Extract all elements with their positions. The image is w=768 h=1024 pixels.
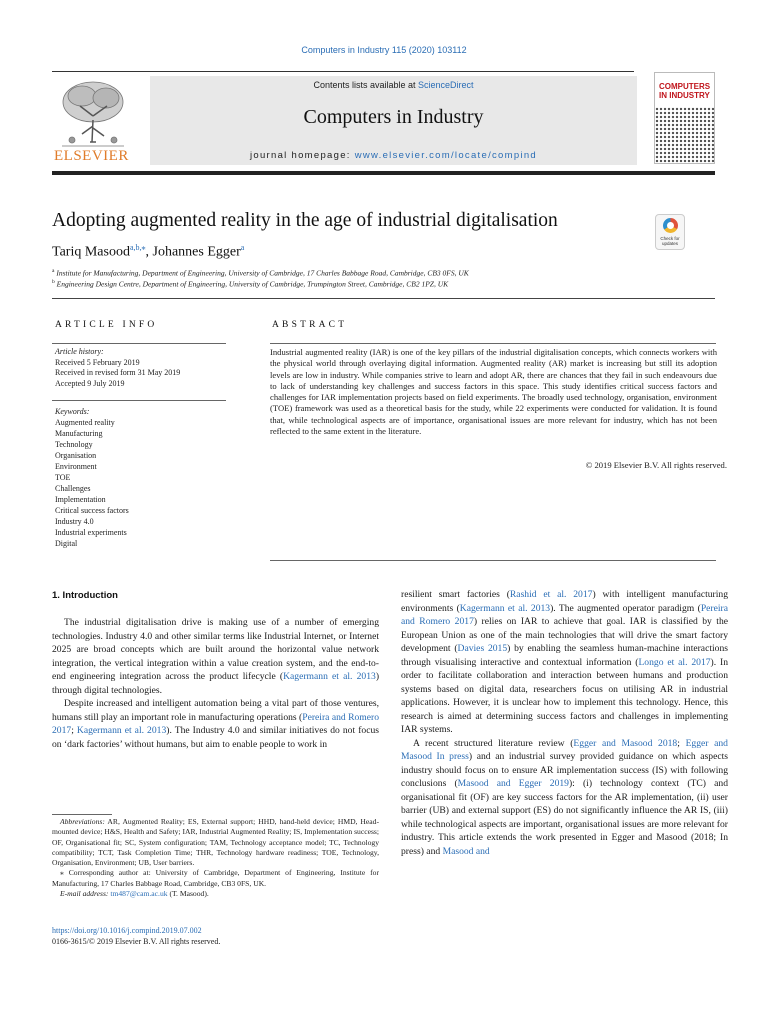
text-run: ) through digital technologies. [52,671,380,696]
affiliation-mark: a [52,268,55,274]
article-history [55,347,180,389]
affiliation-mark: b [52,279,55,285]
sciencedirect-link[interactable]: ScienceDirect [418,80,474,90]
abstract-rule [270,343,716,344]
keyword-item: Challenges [55,484,91,493]
body-column-right [401,588,728,858]
email-label: E-mail address: [60,889,109,899]
journal-homepage-link[interactable]: www.elsevier.com/locate/compind [354,150,538,161]
paragraph [401,588,728,737]
abstract-copyright: © 2019 Elsevier B.V. All rights reserved. [585,460,727,470]
text-run: ) relies on IAR to achieve that goal. IAR is classified by the European Union as one of the main technologies that will drive the smart factory development ( [401,616,728,654]
affiliation-a [52,268,469,278]
paragraph [52,616,379,697]
author-name[interactable]: Johannes Egger [152,244,241,260]
citation-link[interactable]: Kagermann et al. 2013 [283,671,376,682]
abbreviations-footnote [52,817,379,868]
corresponding-author-footnote: ⁎ Corresponding author at: University of Cambridge, Department of Engineering, Institute for Manufacturing, 17 Charles Babbage Road, Cambridge, CB3 0FS, UK. [52,868,379,888]
publisher-name: ELSEVIER [54,148,129,164]
email-suffix: (T. Masood). [167,889,209,899]
keyword-item: Critical success factors [55,506,129,515]
text-run: ): (i) technology context (TC) and organisational fit (OF) are key success factors for the AR implementation, (ii) user barrier (UB) and external support (ES) do not significantly influence the AR IS, (iii) while technological aspects are important, organisational issues are more relevant for industry. This article extends the work presented in Egger and Masood (2018; In press) and [401,778,728,857]
citation-link[interactable]: Pereira and Romero 2017 [52,711,379,736]
affiliation-divider [52,298,715,299]
text-run: resilient smart factories ( [401,589,510,600]
contents-line [150,80,637,90]
text-run: ). In order to facilitate collaboration and interaction between humans and production systems based on digital data, researchers focus on utilising AR in industrial applications. However, it is unclear how to implement this technology. Hence, this research is aimed at determining success factors and challenges in implementing IAR systems. [401,656,729,735]
keyword-item: Digital [55,539,78,548]
text-run: ; [71,725,77,736]
journal-reference-link[interactable]: Computers in Industry 115 (2020) 103112 [301,45,467,55]
citation-link[interactable]: Longo et al. 2017 [638,656,711,668]
keywords-label: Keywords: [55,407,90,416]
citation-link[interactable]: Egger and Masood In press [401,737,728,762]
article-info-rule [52,343,226,344]
citation-link[interactable]: Davies 2015 [457,643,508,654]
history-label: Article history: [55,347,104,356]
email-link[interactable]: tm487@cam.ac.uk [110,889,168,899]
text-run: A recent structured literature review ( [413,737,574,749]
keyword-item: Industry 4.0 [55,517,94,526]
keyword-item: Industrial experiments [55,528,127,537]
abstract-heading: ABSTRACT [272,320,348,330]
text-run: The industrial digitalisation drive is making use of a number of emerging technologies. Industry 4.0 and other similar terms like Industrial Internet, or Internet 2025 are broad concepts which are built around the horizontal value network integration, the vertical integration within a value creation system, and the end-to-end engineering integration across the product lifecycle ( [52,617,379,682]
contents-prefix: Contents lists available at [313,80,419,90]
footnote-rule [52,814,112,815]
journal-cover-thumbnail[interactable] [654,72,715,164]
homepage-prefix: journal homepage: [249,150,355,161]
keyword-item: Augmented reality [55,418,115,427]
affiliation-text: Engineering Design Centre, Department of Engineering, University of Cambridge, Trumpington Street, Cambridge, CB2 1PZ, UK [56,279,449,289]
citation-link[interactable]: Pereira and Romero 2017 [401,602,728,627]
author-name[interactable]: Tariq Masood [52,244,130,260]
keyword-item: TOE [55,473,71,482]
author-affiliation-marks[interactable]: a [240,243,245,252]
abbreviations-text: AR, Augmented Reality; ES, External support; HHD, hand-held device; HMD, Head-mounted device; H&S, Health and Safety; IAR, Industrial Augmented Reality; IS, Implementation success; OF, Organisational fit; SC, System configuration; TAM, Technology acceptance model; TC, Technology compatibility; TCT, Task Completion Time; THR, Technology hardware readiness; TOE, Technology, Organisation, Environment; UB, User barriers. [52,817,379,868]
keyword-item: Implementation [55,495,106,504]
cover-halftone-pattern [655,107,715,164]
homepage-line [150,150,637,161]
author-affiliation-marks[interactable]: a,b,⁎ [129,243,146,252]
paragraph [401,737,728,859]
keywords-rule [52,400,226,401]
history-item: Received 5 February 2019 [55,357,140,367]
citation-link[interactable]: Kagermann et al. 2013 [459,602,551,614]
keyword-item: Manufacturing [55,429,103,438]
author-separator: , [145,244,153,260]
affiliation-b [52,279,448,289]
keyword-item: Technology [55,440,93,449]
issn-line: 0166-3615/© 2019 Elsevier B.V. All rights reserved. [52,936,221,946]
text-run: ). The augmented operator paradigm ( [550,602,701,614]
text-run: ) and an industrial survey provided guidance on which aspects industry should focus on to ensure AR implementation success (IS) with following conclusions ( [401,751,728,789]
citation-link[interactable]: Egger and Masood 2018 [573,737,678,749]
text-run: ; [677,737,686,749]
abbreviations-label: Abbreviations: [60,817,105,826]
masthead-banner [150,76,637,165]
check-updates-icon [663,218,678,233]
citation-link[interactable]: Rashid et al. 2017 [509,589,593,600]
text-run: Despite increased and intelligent automation being a vital part of those ventures, humans still play an important role in manufacturing operations ( [52,698,379,723]
text-run: ). The Industry 4.0 and similar initiatives do not focus on ‘dark factories’ without humans, but aim to enable people to work in [52,725,379,750]
abstract-bottom-rule [270,560,716,561]
abstract-text: Industrial augmented reality (IAR) is one of the key pillars of the industrial digitalisation concepts, which connects workers with the physical world through overlaying digital information. Augmented reality (AR) market is increasing but still its adoption levels are low in industry. While companies strive to learn and adopt AR, there are chances that they fail in such endeavours due to lack of understanding key challenges and success factors in this space. This study identifies critical success factors and challenges for IAR implementation projects based on field experiments. The broadly used technology, organisation, environment (TOE) framework was used as a theoretical basis for the study, while 22 experiments were conducted for validation. It is found that, while technological aspects are of importance, organisational issues are more relevant for industry, which has not been reflected to the same extent in the literature. [270,347,717,437]
doi-block [52,926,220,947]
masthead-top-rule [52,71,634,72]
keywords-list [55,406,129,549]
history-item: Received in revised form 31 May 2019 [55,368,181,377]
masthead-bottom-rule [52,171,715,175]
history-item: Accepted 9 July 2019 [55,378,125,388]
doi-link[interactable]: https://doi.org/10.1016/j.compind.2019.07.002 [52,926,202,935]
check-updates-label: Check for updates [660,236,680,246]
citation-link[interactable]: Kagermann et al. 2013 [76,725,167,736]
tree-icon [52,76,134,150]
affiliation-text: Institute for Manufacturing, Department of Engineering, University of Cambridge, 17 Charles Babbage Road, Cambridge, CB3 0FS, UK [56,268,469,278]
citation-link[interactable]: Masood and Egger 2019 [457,778,569,789]
footnotes [52,817,379,899]
keyword-item: Organisation [55,451,97,460]
article-info-heading: ARTICLE INFO [55,320,158,330]
paragraph [52,697,379,751]
author-list [52,243,244,261]
text-run: ) with intelligent manufacturing environments ( [401,589,729,614]
cover-title: COMPUTERS IN INDUSTRY [659,82,711,100]
keyword-item: Environment [55,462,97,471]
body-column-left [52,616,379,751]
email-footnote [52,889,379,899]
paper-title: Adopting augmented reality in the age of industrial digitalisation [52,210,558,231]
check-for-updates-button[interactable] [655,214,685,250]
text-run: ) by enabling the seamless human-machine interactions through visualising interactive and contextual information ( [401,643,728,668]
section-heading-introduction: 1. Introduction [52,590,118,601]
journal-title: Computers in Industry [303,106,484,128]
citation-link[interactable]: Masood and [442,845,490,857]
